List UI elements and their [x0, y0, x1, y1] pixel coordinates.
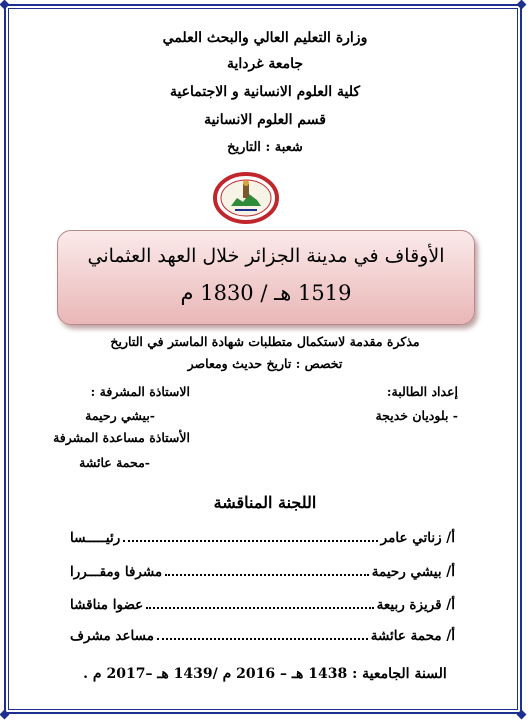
dotted-leader [146, 597, 373, 609]
supervisor-name: -بيشي رحيمة [85, 408, 155, 423]
committee-member-role: مشرفا ومقـــررا [70, 564, 163, 580]
committee-member-name: أ/ زناتي عامر [380, 530, 455, 546]
committee-heading: اللجنة المناقشة [213, 493, 317, 512]
university-name: جامعة غرداية [226, 56, 304, 72]
university-seal-icon [213, 172, 279, 224]
corner-ornament [517, 710, 527, 720]
branch-name: شعبة : التاريخ [227, 140, 303, 155]
committee-member-role: رئيـــــسا [70, 530, 121, 546]
department-name: قسم العلوم الانسانية [204, 112, 326, 128]
committee-member-name: أ/ محمة عائشة [370, 628, 455, 644]
dotted-leader [123, 530, 377, 542]
committee-member-row [70, 597, 455, 613]
faculty-name: كلية العلوم الانسانية و الاجتماعية [169, 84, 361, 100]
memo-specialty: تخصص : تاريخ حديث ومعاصر [187, 356, 343, 371]
committee-member-name: أ/ بيشي رحيمة [371, 564, 455, 580]
committee-member-name: أ/ قريزة ربيعة [376, 597, 455, 613]
memo-purpose: مذكرة مقدمة لاستكمال متطلبات شهادة الماستر في التاريخ [110, 334, 420, 349]
student-name: - بلوديان خديجة [375, 408, 458, 423]
assistant-supervisor-name: -محمة عائشة [79, 455, 150, 470]
supervisor-label: الاستاذة المشرفة : [90, 384, 190, 399]
dotted-leader [165, 564, 369, 576]
student-label: إعداد الطالبة: [386, 384, 458, 399]
thesis-title-box [57, 230, 475, 325]
committee-member-role: مساعد مشرف [70, 628, 154, 644]
dotted-leader [157, 628, 368, 640]
thesis-period: 1519 هـ / 1830 م [180, 281, 352, 305]
thesis-title: الأوقاف في مدينة الجزائر خلال العهد العثماني [87, 245, 445, 267]
academic-year: السنة الجامعية : 1438 هـ – 2016 م /1439 هـ –2017 م . [83, 666, 447, 682]
assistant-supervisor-label: الأستاذة مساعدة المشرفة [53, 430, 190, 445]
ministry-name: وزارة التعليم العالي والبحث العلمي [162, 30, 368, 46]
committee-member-row [70, 530, 455, 546]
committee-member-role: عضوا مناقشا [70, 597, 144, 613]
committee-member-row [70, 564, 455, 580]
committee-member-row [70, 628, 455, 644]
